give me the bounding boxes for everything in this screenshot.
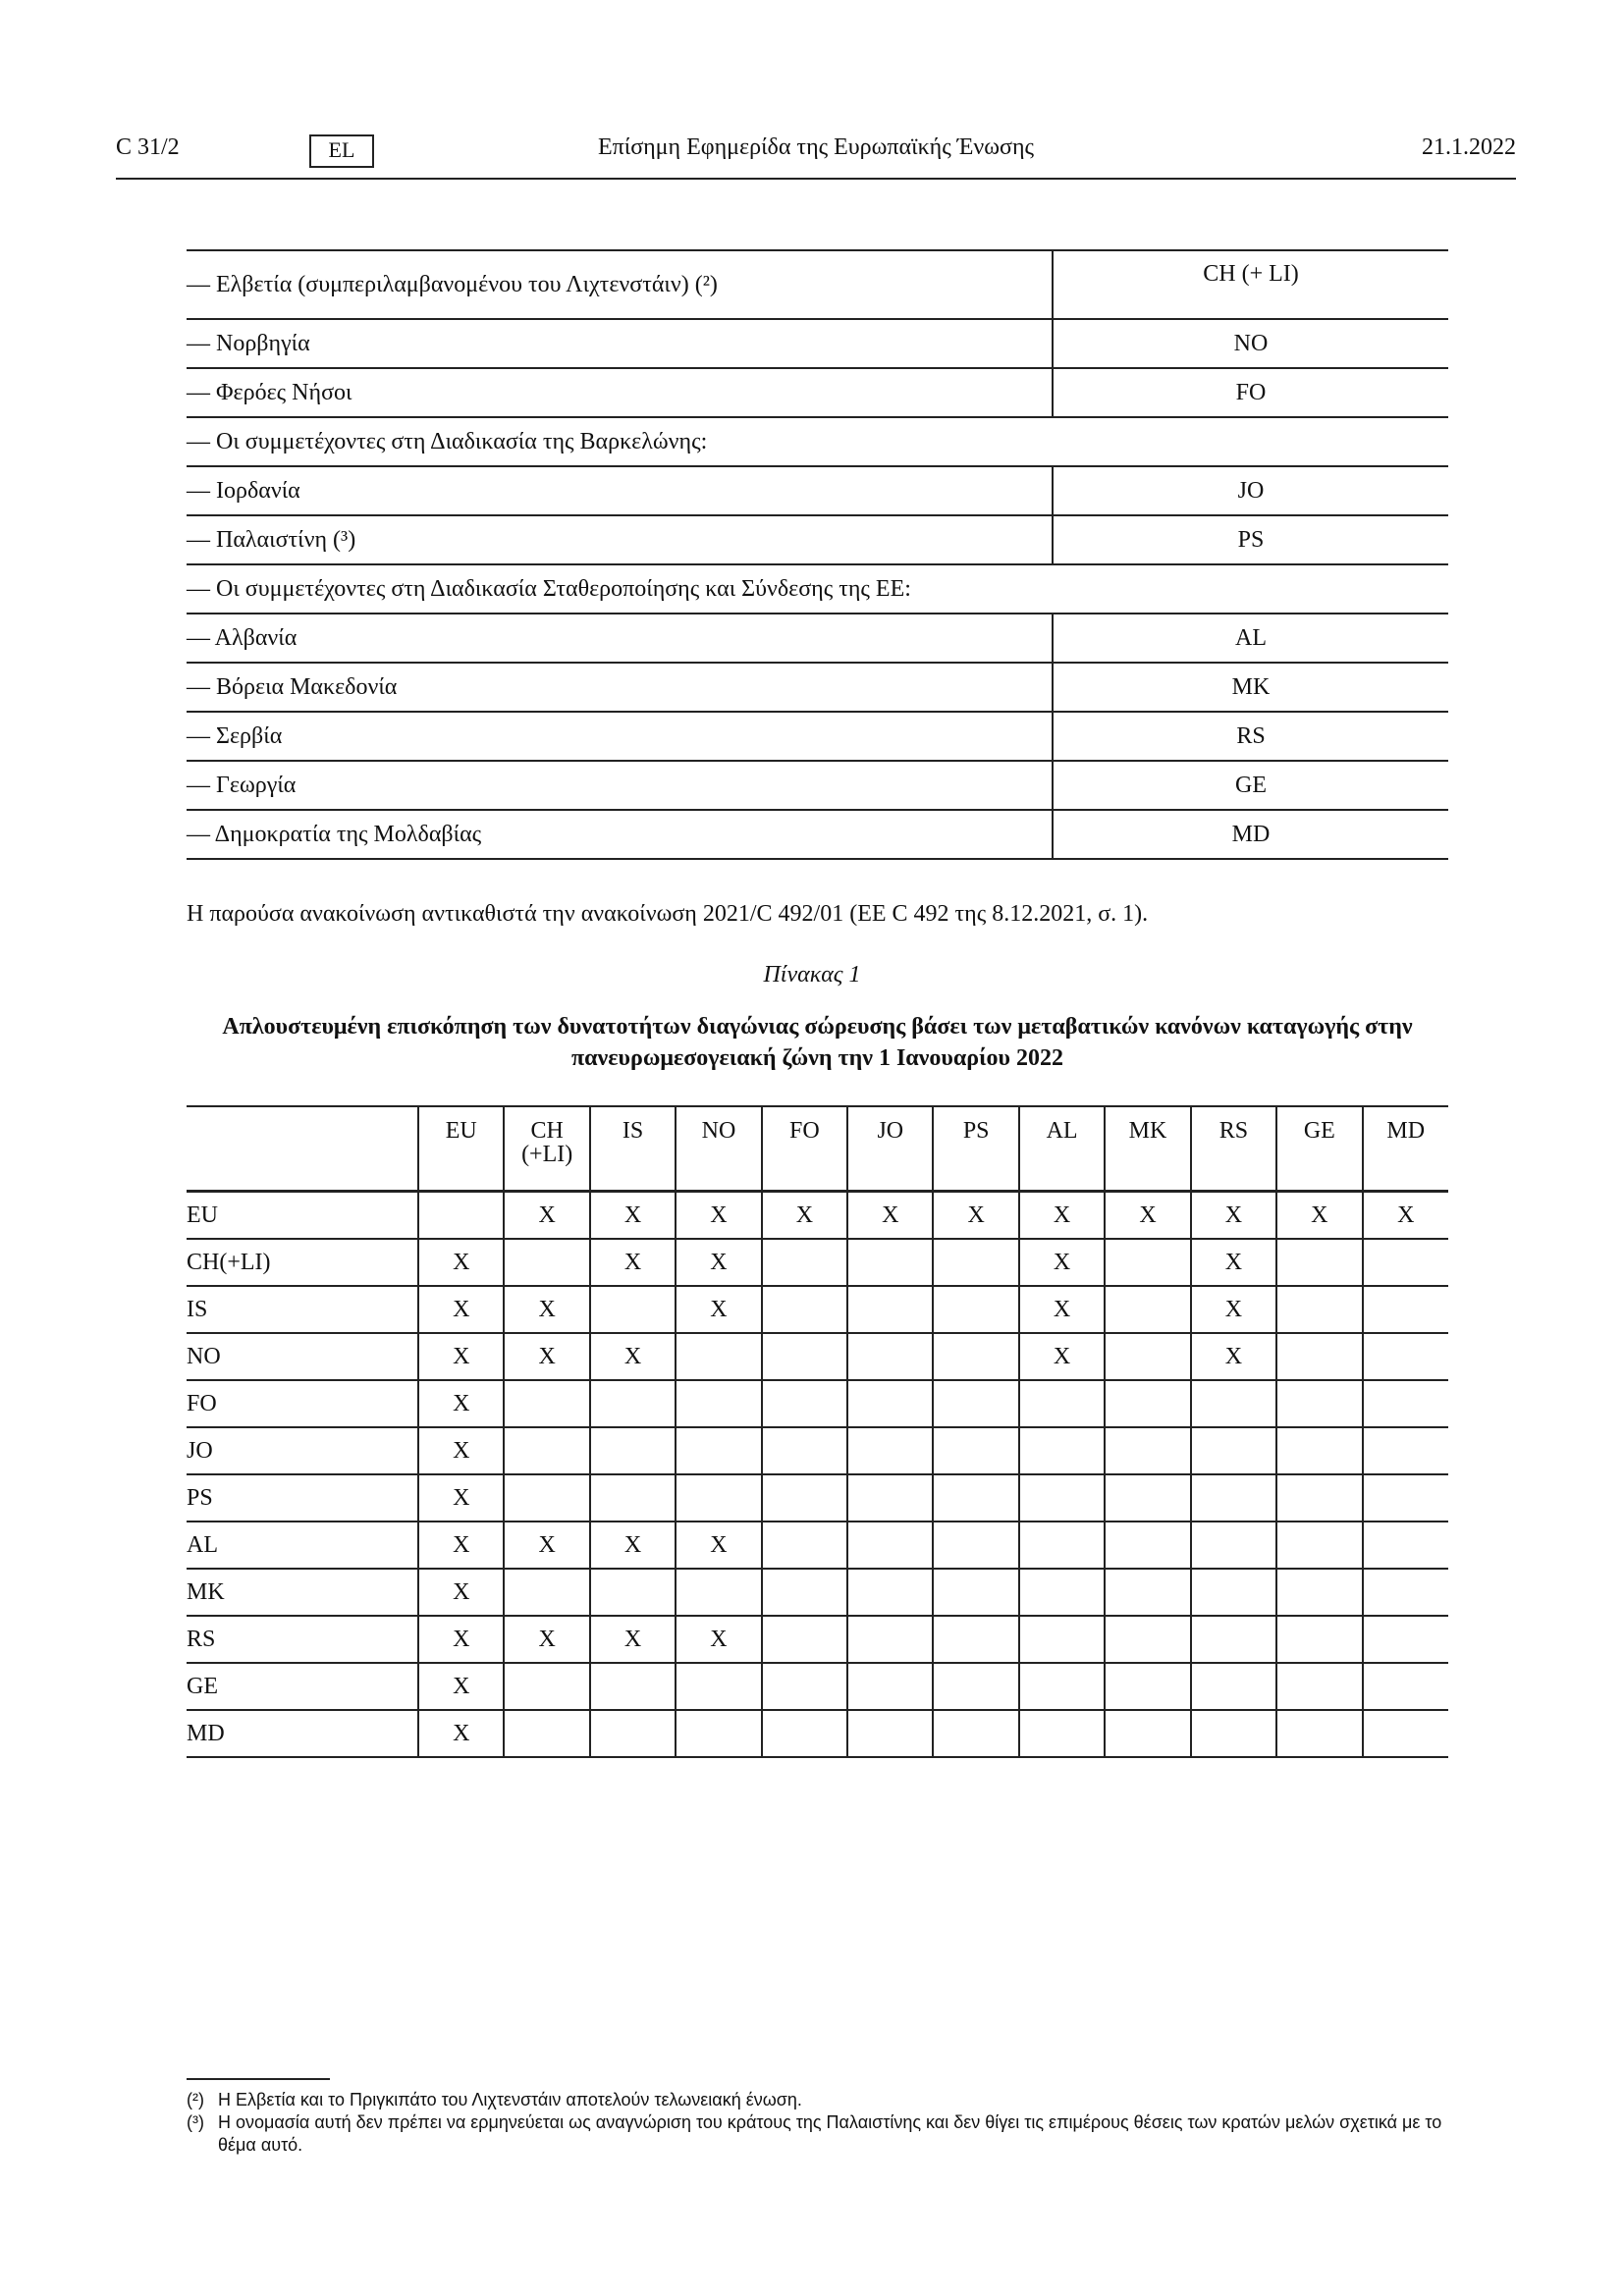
column-header: RS bbox=[1191, 1106, 1276, 1192]
matrix-cell: X bbox=[1019, 1286, 1105, 1333]
matrix-cell bbox=[1363, 1569, 1448, 1616]
matrix-cell bbox=[1276, 1663, 1362, 1710]
matrix-row bbox=[187, 1616, 1448, 1663]
row-label: IS bbox=[187, 1286, 418, 1333]
matrix-cell bbox=[504, 1380, 589, 1427]
matrix-cell bbox=[590, 1286, 676, 1333]
matrix-cell bbox=[1191, 1710, 1276, 1757]
matrix-cell: X bbox=[676, 1616, 761, 1663]
matrix-cell bbox=[762, 1239, 847, 1286]
column-header: IS bbox=[590, 1106, 676, 1192]
table-title: Απλουστευμένη επισκόπηση των δυνατοτήτων διαγώνιας σώρευσης βάσει των μεταβατικών κανόνων καταγωγής στην πανευρωμεσογειακή ζώνη την 1 Ιανουαρίου 2022 bbox=[222, 1014, 1413, 1071]
country-row bbox=[187, 515, 1448, 564]
matrix-cell: X bbox=[504, 1616, 589, 1663]
matrix-cell: X bbox=[1019, 1192, 1105, 1240]
matrix-cell bbox=[762, 1474, 847, 1522]
matrix-cell bbox=[1276, 1616, 1362, 1663]
column-header: JO bbox=[847, 1106, 933, 1192]
matrix-row bbox=[187, 1239, 1448, 1286]
matrix-cell bbox=[1191, 1427, 1276, 1474]
column-header: EU bbox=[418, 1106, 504, 1192]
matrix-cell bbox=[1191, 1616, 1276, 1663]
matrix-cell bbox=[933, 1427, 1018, 1474]
country-row bbox=[187, 319, 1448, 368]
matrix-cell bbox=[590, 1663, 676, 1710]
matrix-cell: X bbox=[933, 1192, 1018, 1240]
matrix-cell bbox=[1105, 1569, 1190, 1616]
matrix-cell bbox=[590, 1710, 676, 1757]
country-row bbox=[187, 712, 1448, 761]
matrix-cell: X bbox=[418, 1710, 504, 1757]
matrix-row bbox=[187, 1192, 1448, 1240]
matrix-cell bbox=[1191, 1380, 1276, 1427]
matrix-cell bbox=[1363, 1380, 1448, 1427]
matrix-cell: X bbox=[590, 1239, 676, 1286]
matrix-cell: X bbox=[1105, 1192, 1190, 1240]
matrix-row bbox=[187, 1427, 1448, 1474]
matrix-cell bbox=[1191, 1474, 1276, 1522]
matrix-cell bbox=[1105, 1710, 1190, 1757]
matrix-cell bbox=[933, 1333, 1018, 1380]
column-header: AL bbox=[1019, 1106, 1105, 1192]
matrix-cell bbox=[1363, 1616, 1448, 1663]
matrix-cell: X bbox=[676, 1239, 761, 1286]
footnote-text: Η Ελβετία και το Πριγκιπάτο του Λιχτενστάιν αποτελούν τελωνειακή ένωση. bbox=[218, 2090, 802, 2109]
matrix-cell: X bbox=[418, 1474, 504, 1522]
matrix-row bbox=[187, 1522, 1448, 1569]
matrix-cell bbox=[504, 1569, 589, 1616]
matrix-cell bbox=[1363, 1333, 1448, 1380]
matrix-cell bbox=[762, 1710, 847, 1757]
column-header: NO bbox=[676, 1106, 761, 1192]
country-row bbox=[187, 368, 1448, 417]
footnote-3 bbox=[187, 2111, 1448, 2157]
country-code: NO bbox=[1053, 319, 1448, 368]
country-code: AL bbox=[1053, 614, 1448, 663]
matrix-cell: X bbox=[1019, 1333, 1105, 1380]
country-name: — Ελβετία (συμπεριλαμβανομένου του Λιχτενστάιν) (²) bbox=[187, 250, 1053, 319]
matrix-cell bbox=[847, 1522, 933, 1569]
footnote-2 bbox=[187, 2089, 1448, 2111]
matrix-row bbox=[187, 1286, 1448, 1333]
matrix-cell bbox=[847, 1663, 933, 1710]
matrix-cell: X bbox=[504, 1286, 589, 1333]
matrix-cell bbox=[933, 1710, 1018, 1757]
replacement-note: Η παρούσα ανακοίνωση αντικαθιστά την ανακοίνωση 2021/C 492/01 (ΕΕ C 492 της 8.12.2021, σ. 1). bbox=[187, 901, 1149, 927]
matrix-cell bbox=[676, 1569, 761, 1616]
matrix-cell bbox=[933, 1380, 1018, 1427]
country-row bbox=[187, 564, 1448, 614]
matrix-cell: X bbox=[418, 1427, 504, 1474]
matrix-cell bbox=[847, 1427, 933, 1474]
country-code: PS bbox=[1053, 515, 1448, 564]
matrix-cell bbox=[933, 1474, 1018, 1522]
table-caption: Πίνακας 1 bbox=[763, 962, 861, 988]
cumulation-matrix bbox=[187, 1105, 1448, 1758]
country-code: GE bbox=[1053, 761, 1448, 810]
matrix-cell bbox=[1276, 1286, 1362, 1333]
matrix-cell: X bbox=[418, 1286, 504, 1333]
page-reference: C 31/2 bbox=[116, 134, 180, 160]
matrix-cell bbox=[847, 1616, 933, 1663]
matrix-cell bbox=[418, 1192, 504, 1240]
column-header: GE bbox=[1276, 1106, 1362, 1192]
row-label: PS bbox=[187, 1474, 418, 1522]
country-name: — Παλαιστίνη (³) bbox=[187, 515, 1053, 564]
matrix-cell bbox=[762, 1380, 847, 1427]
country-name: — Δημοκρατία της Μολδαβίας bbox=[187, 810, 1053, 859]
matrix-cell bbox=[1105, 1474, 1190, 1522]
matrix-cell bbox=[1191, 1522, 1276, 1569]
matrix-cell bbox=[504, 1239, 589, 1286]
footnote-text: Η ονομασία αυτή δεν πρέπει να ερμηνεύεται ως αναγνώριση του κράτους της Παλαιστίνης και δεν θίγει τις επιμέρους θέσεις των κρατών μελών σχετικά με το θέμα αυτό. bbox=[218, 2112, 1442, 2155]
matrix-cell bbox=[590, 1427, 676, 1474]
matrix-cell: X bbox=[418, 1239, 504, 1286]
matrix-cell bbox=[762, 1427, 847, 1474]
corner-cell bbox=[187, 1106, 418, 1192]
matrix-cell bbox=[933, 1239, 1018, 1286]
matrix-cell bbox=[1105, 1427, 1190, 1474]
matrix-cell bbox=[933, 1286, 1018, 1333]
matrix-cell bbox=[1276, 1239, 1362, 1286]
matrix-cell bbox=[504, 1663, 589, 1710]
matrix-cell bbox=[1363, 1474, 1448, 1522]
matrix-cell bbox=[1191, 1663, 1276, 1710]
matrix-cell bbox=[1105, 1663, 1190, 1710]
matrix-row bbox=[187, 1380, 1448, 1427]
matrix-cell: X bbox=[590, 1333, 676, 1380]
matrix-cell: X bbox=[762, 1192, 847, 1240]
row-label: MK bbox=[187, 1569, 418, 1616]
matrix-cell bbox=[590, 1380, 676, 1427]
matrix-cell bbox=[1105, 1333, 1190, 1380]
page-header bbox=[116, 134, 1516, 180]
country-row bbox=[187, 761, 1448, 810]
journal-title: Επίσημη Εφημερίδα της Ευρωπαϊκής Ένωσης bbox=[597, 134, 1035, 160]
matrix-cell bbox=[1276, 1380, 1362, 1427]
country-name: — Νορβηγία bbox=[187, 319, 1053, 368]
matrix-cell bbox=[1019, 1663, 1105, 1710]
matrix-cell bbox=[676, 1663, 761, 1710]
matrix-cell bbox=[1105, 1380, 1190, 1427]
matrix-cell bbox=[1276, 1522, 1362, 1569]
country-row bbox=[187, 417, 1448, 466]
matrix-cell bbox=[1363, 1663, 1448, 1710]
country-row bbox=[187, 810, 1448, 859]
row-label: RS bbox=[187, 1616, 418, 1663]
row-label: JO bbox=[187, 1427, 418, 1474]
matrix-cell: X bbox=[418, 1569, 504, 1616]
language-badge: EL bbox=[309, 134, 374, 168]
country-code: CH (+ LI) bbox=[1053, 250, 1448, 319]
matrix-cell bbox=[933, 1569, 1018, 1616]
column-header: MK bbox=[1105, 1106, 1190, 1192]
matrix-cell bbox=[676, 1380, 761, 1427]
matrix-cell bbox=[676, 1333, 761, 1380]
matrix-cell bbox=[847, 1710, 933, 1757]
country-code: MD bbox=[1053, 810, 1448, 859]
matrix-cell: X bbox=[590, 1522, 676, 1569]
matrix-cell bbox=[762, 1333, 847, 1380]
matrix-cell bbox=[504, 1710, 589, 1757]
column-header: CH (+LI) bbox=[504, 1106, 589, 1192]
matrix-cell: X bbox=[418, 1333, 504, 1380]
matrix-cell bbox=[762, 1569, 847, 1616]
country-name: — Σερβία bbox=[187, 712, 1053, 761]
country-name: — Φερόες Νήσοι bbox=[187, 368, 1053, 417]
matrix-cell bbox=[847, 1286, 933, 1333]
column-header: PS bbox=[933, 1106, 1018, 1192]
matrix-row bbox=[187, 1710, 1448, 1757]
matrix-cell bbox=[1191, 1569, 1276, 1616]
country-row bbox=[187, 614, 1448, 663]
matrix-cell bbox=[1363, 1239, 1448, 1286]
matrix-cell: X bbox=[1019, 1239, 1105, 1286]
matrix-cell bbox=[1276, 1427, 1362, 1474]
matrix-cell: X bbox=[504, 1522, 589, 1569]
country-name: — Βόρεια Μακεδονία bbox=[187, 663, 1053, 712]
matrix-cell bbox=[676, 1427, 761, 1474]
matrix-cell bbox=[1019, 1522, 1105, 1569]
matrix-cell bbox=[1276, 1710, 1362, 1757]
matrix-cell: X bbox=[418, 1380, 504, 1427]
matrix-cell: X bbox=[676, 1522, 761, 1569]
country-name: — Οι συμμετέχοντες στη Διαδικασία της Βαρκελώνης: bbox=[187, 417, 1448, 466]
matrix-cell bbox=[504, 1474, 589, 1522]
matrix-cell bbox=[1276, 1569, 1362, 1616]
country-row bbox=[187, 250, 1448, 319]
country-name: — Αλβανία bbox=[187, 614, 1053, 663]
matrix-cell: X bbox=[676, 1286, 761, 1333]
country-name: — Οι συμμετέχοντες στη Διαδικασία Σταθεροποίησης και Σύνδεσης της ΕΕ: bbox=[187, 564, 1448, 614]
matrix-cell bbox=[1105, 1522, 1190, 1569]
matrix-cell bbox=[1276, 1474, 1362, 1522]
row-label: MD bbox=[187, 1710, 418, 1757]
matrix-cell bbox=[1105, 1286, 1190, 1333]
matrix-row bbox=[187, 1663, 1448, 1710]
matrix-cell bbox=[1363, 1522, 1448, 1569]
matrix-row bbox=[187, 1333, 1448, 1380]
matrix-cell: X bbox=[1191, 1333, 1276, 1380]
matrix-cell bbox=[1019, 1474, 1105, 1522]
matrix-cell bbox=[1105, 1239, 1190, 1286]
countries-table bbox=[187, 249, 1448, 860]
matrix-cell bbox=[1363, 1427, 1448, 1474]
country-code: RS bbox=[1053, 712, 1448, 761]
matrix-cell: X bbox=[590, 1616, 676, 1663]
matrix-cell bbox=[1019, 1569, 1105, 1616]
matrix-cell bbox=[847, 1239, 933, 1286]
matrix-cell bbox=[762, 1286, 847, 1333]
matrix-cell bbox=[847, 1380, 933, 1427]
row-label: AL bbox=[187, 1522, 418, 1569]
row-label: CH(+LI) bbox=[187, 1239, 418, 1286]
matrix-cell bbox=[1019, 1616, 1105, 1663]
matrix-row bbox=[187, 1474, 1448, 1522]
matrix-row bbox=[187, 1569, 1448, 1616]
country-code: MK bbox=[1053, 663, 1448, 712]
matrix-cell bbox=[762, 1522, 847, 1569]
matrix-cell bbox=[762, 1663, 847, 1710]
country-code: FO bbox=[1053, 368, 1448, 417]
matrix-cell bbox=[1019, 1710, 1105, 1757]
matrix-cell: X bbox=[1276, 1192, 1362, 1240]
matrix-cell bbox=[590, 1569, 676, 1616]
matrix-cell bbox=[676, 1710, 761, 1757]
matrix-cell bbox=[933, 1663, 1018, 1710]
matrix-cell bbox=[1105, 1616, 1190, 1663]
matrix-cell: X bbox=[504, 1192, 589, 1240]
matrix-cell: X bbox=[418, 1663, 504, 1710]
publication-date: 21.1.2022 bbox=[1422, 134, 1516, 160]
matrix-cell: X bbox=[1363, 1192, 1448, 1240]
row-label: EU bbox=[187, 1192, 418, 1240]
matrix-cell bbox=[847, 1474, 933, 1522]
matrix-cell bbox=[933, 1616, 1018, 1663]
matrix-cell: X bbox=[847, 1192, 933, 1240]
matrix-cell: X bbox=[1191, 1239, 1276, 1286]
matrix-cell bbox=[847, 1569, 933, 1616]
matrix-cell bbox=[1019, 1427, 1105, 1474]
matrix-cell bbox=[762, 1616, 847, 1663]
matrix-cell bbox=[1363, 1710, 1448, 1757]
matrix-cell: X bbox=[1191, 1192, 1276, 1240]
country-row bbox=[187, 466, 1448, 515]
matrix-cell: X bbox=[1191, 1286, 1276, 1333]
matrix-cell bbox=[847, 1333, 933, 1380]
footnote-separator bbox=[187, 2078, 330, 2080]
country-row bbox=[187, 663, 1448, 712]
matrix-cell bbox=[1363, 1286, 1448, 1333]
column-header: MD bbox=[1363, 1106, 1448, 1192]
column-header: FO bbox=[762, 1106, 847, 1192]
country-name: — Γεωργία bbox=[187, 761, 1053, 810]
footnote-mark: (²) bbox=[187, 2090, 204, 2109]
country-code: JO bbox=[1053, 466, 1448, 515]
country-name: — Ιορδανία bbox=[187, 466, 1053, 515]
matrix-cell: X bbox=[418, 1522, 504, 1569]
matrix-cell bbox=[504, 1427, 589, 1474]
matrix-cell: X bbox=[676, 1192, 761, 1240]
matrix-cell bbox=[590, 1474, 676, 1522]
matrix-cell: X bbox=[418, 1616, 504, 1663]
row-label: NO bbox=[187, 1333, 418, 1380]
matrix-cell: X bbox=[504, 1333, 589, 1380]
row-label: FO bbox=[187, 1380, 418, 1427]
matrix-cell bbox=[676, 1474, 761, 1522]
matrix-cell bbox=[1019, 1380, 1105, 1427]
matrix-cell bbox=[933, 1522, 1018, 1569]
footnote-mark: (³) bbox=[187, 2112, 204, 2132]
row-label: GE bbox=[187, 1663, 418, 1710]
matrix-cell bbox=[1276, 1333, 1362, 1380]
matrix-cell: X bbox=[590, 1192, 676, 1240]
